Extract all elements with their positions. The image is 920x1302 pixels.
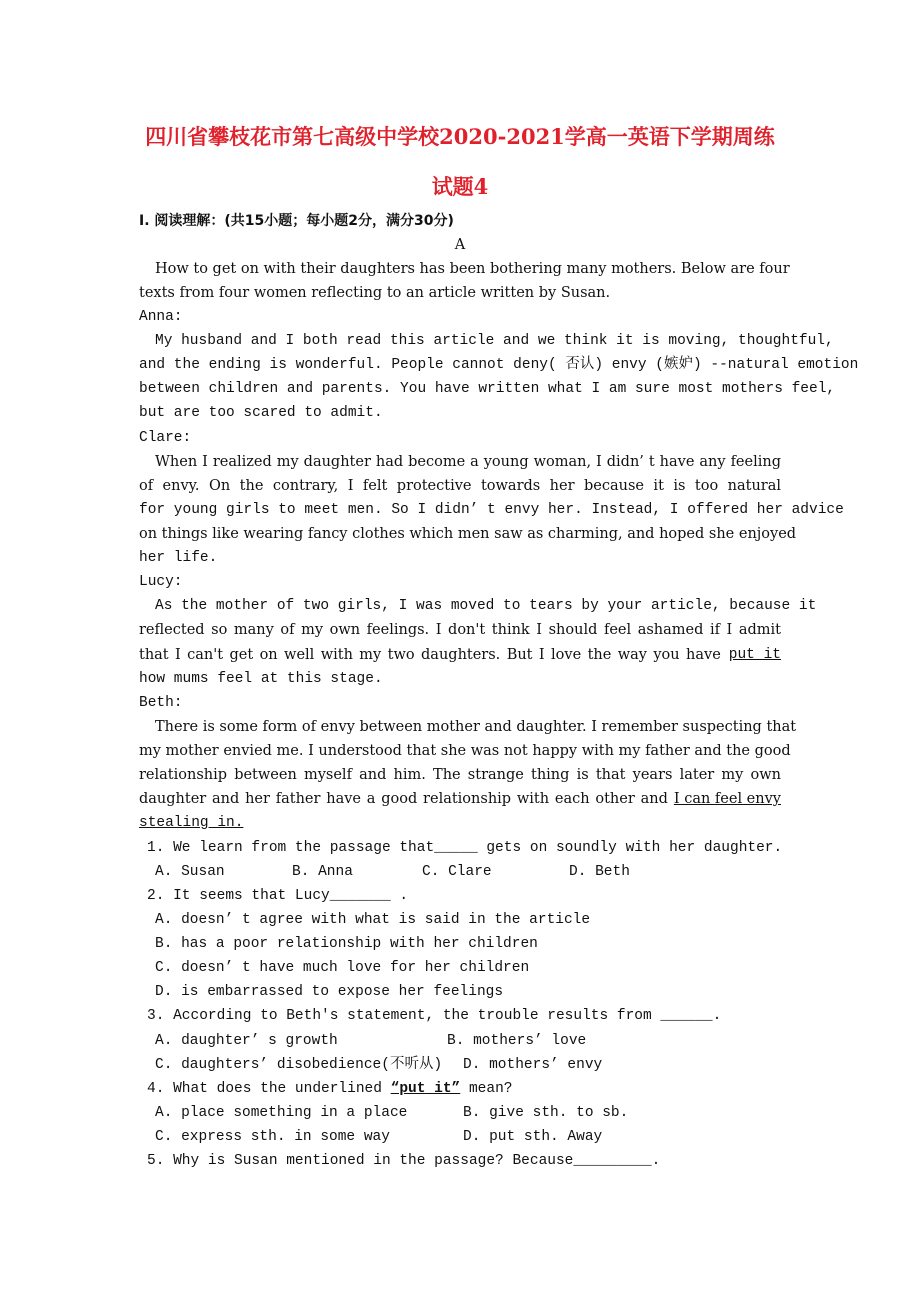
question-4-stem xyxy=(147,1079,512,1099)
page-title-line-1: 四川省攀枝花市第七高级中学校2020-2021学高一英语下学期周练 xyxy=(145,124,775,149)
speaker-name-beth: Beth: xyxy=(139,695,183,711)
clare-line-5: her life. xyxy=(139,550,218,566)
speaker-name-anna: Anna: xyxy=(139,309,183,325)
beth-line-2: my mother envied me. I understood that she was not happy with my father and the good xyxy=(139,743,791,759)
anna-line-1: My husband and I both read this article and we think it is moving, thoughtful, xyxy=(155,333,834,349)
q3-option-b: B. mothers’ love xyxy=(447,1033,587,1049)
q3-option-c: C. daughters’ disobedience(不听从) xyxy=(155,1057,443,1073)
section-heading: I. 阅读理解：(共15小题；每小题2分，满分30分) xyxy=(139,213,454,229)
clare-line-2: of envy. On the contrary, I felt protective towards her because it is too natural xyxy=(139,478,781,494)
lucy-line-3 xyxy=(139,645,781,665)
lucy-line-3-text: that I can't get on well with my two daughters. But I love the way you have xyxy=(139,647,721,663)
anna-line-2: and the ending is wonderful. People cannot deny( 否认) envy (嫉妒) --natural emotion xyxy=(139,357,859,373)
q1-option-c: C. Clare xyxy=(422,864,492,880)
question-3-stem: 3. According to Beth's statement, the trouble results from ______. xyxy=(147,1008,722,1024)
lucy-line-2: reflected so many of my own feelings. I don't think I should feel ashamed if I admit xyxy=(139,622,781,638)
anna-line-3: between children and parents. You have written what I am sure most mothers feel, xyxy=(139,381,836,397)
part-label: A xyxy=(454,237,466,253)
q4-option-d: D. put sth. Away xyxy=(463,1129,603,1145)
q2-option-a: A. doesn’ t agree with what is said in the article xyxy=(155,912,591,928)
anna-line-4: but are too scared to admit. xyxy=(139,405,383,421)
speaker-name-lucy: Lucy: xyxy=(139,574,183,590)
beth-line-1: There is some form of envy between mother and daughter. I remember suspecting that xyxy=(155,719,797,735)
question-4-underlined-term: “put it” xyxy=(390,1081,461,1097)
question-5-stem: 5. Why is Susan mentioned in the passage? Because_________. xyxy=(147,1153,661,1169)
lucy-line-4: how mums feel at this stage. xyxy=(139,671,383,687)
q2-option-d: D. is embarrassed to expose her feelings xyxy=(155,984,504,1000)
intro-line-2: texts from four women reflecting to an article written by Susan. xyxy=(139,285,611,301)
question-4-stem-start: 4. What does the underlined xyxy=(147,1081,391,1097)
q3-option-a: A. daughter’ s growth xyxy=(155,1033,338,1049)
question-1-stem: 1. We learn from the passage that_____ gets on soundly with her daughter. xyxy=(147,840,783,856)
intro-line-1: How to get on with their daughters has been bothering many mothers. Below are four xyxy=(155,261,790,277)
underlined-envy-phrase: I can feel envy xyxy=(673,791,781,807)
q2-option-b: B. has a poor relationship with her children xyxy=(155,936,538,952)
page-title-line-2: 试题4 xyxy=(431,174,489,199)
q1-option-b: B. Anna xyxy=(292,864,353,880)
q1-option-a: A. Susan xyxy=(155,864,225,880)
underlined-put-it: put it xyxy=(728,647,781,663)
clare-line-1: When I realized my daughter had become a young woman, I didn’ t have any feeling xyxy=(155,454,781,470)
speaker-name-clare: Clare: xyxy=(139,430,192,446)
question-4-stem-end: mean? xyxy=(460,1081,513,1097)
beth-line-3: relationship between myself and him. The strange thing is that years later my own xyxy=(139,767,781,783)
clare-line-3: for young girls to meet men. So I didn’ t envy her. Instead, I offered her advice xyxy=(139,502,844,518)
q1-option-d: D. Beth xyxy=(569,864,630,880)
beth-line-4-text: daughter and her father have a good relationship with each other and xyxy=(139,791,668,807)
q4-option-a: A. place something in a place xyxy=(155,1105,408,1121)
q2-option-c: C. doesn’ t have much love for her children xyxy=(155,960,530,976)
q4-option-c: C. express sth. in some way xyxy=(155,1129,390,1145)
q4-option-b: B. give sth. to sb. xyxy=(463,1105,629,1121)
q3-option-d: D. mothers’ envy xyxy=(463,1057,603,1073)
question-2-stem: 2. It seems that Lucy_______ . xyxy=(147,888,409,904)
underlined-stealing-in: stealing in. xyxy=(139,815,244,831)
beth-line-4 xyxy=(139,789,781,809)
lucy-line-1: As the mother of two girls, I was moved to tears by your article, because it xyxy=(155,598,817,614)
clare-line-4: on things like wearing fancy clothes which men saw as charming, and hoped she enjoyed xyxy=(139,526,797,542)
